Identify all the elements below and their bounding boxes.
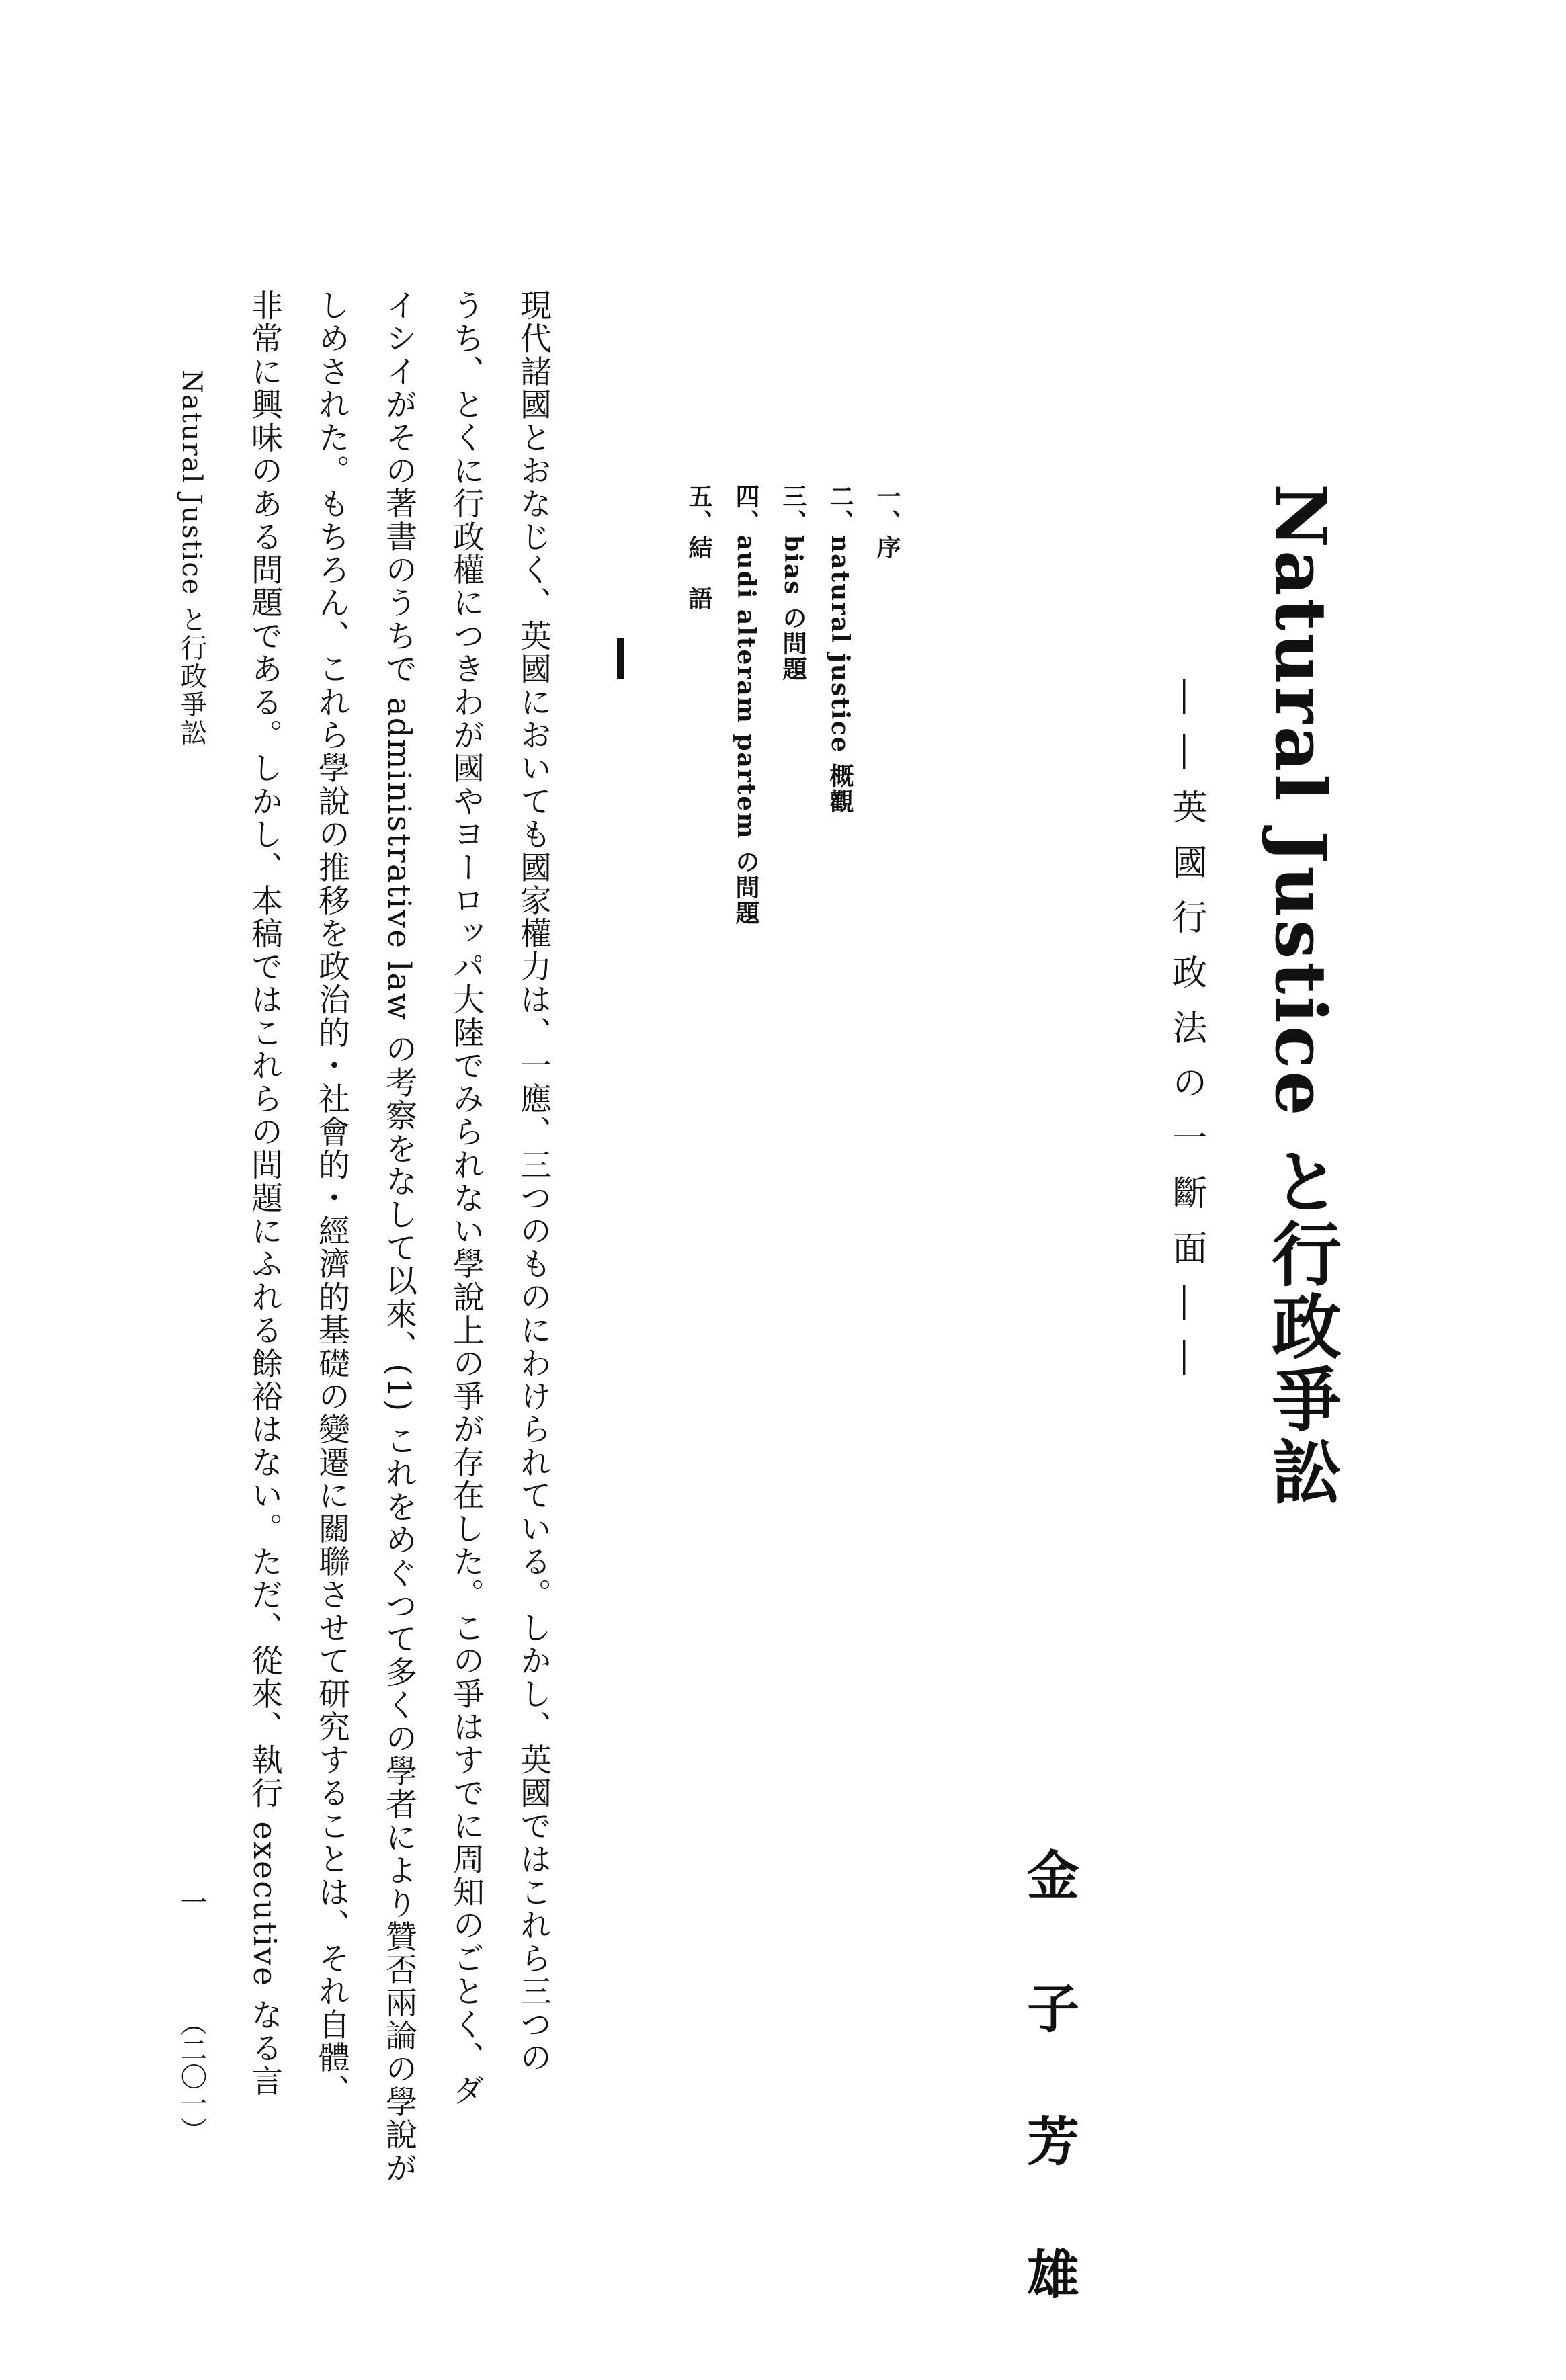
body-text-line: しめされた。もちろん、これら學說の推移を政治的・社會的・經濟的基礎の變遷に關聯させて研究することは、それ自體、 — [313, 289, 350, 2107]
author-name: 金子芳雄 — [1018, 1848, 1079, 2380]
running-title: Natural Justice と行政爭訟 — [176, 370, 207, 747]
article-title: Natural Justice と行政爭訟 — [1260, 484, 1342, 1508]
body-text-line: 現代諸國とおなじく、英國においても國家權力は、一應、三つのものにわけられている。しかし、英國ではこれら三つの — [515, 289, 552, 2074]
body-text-line: うち、とくに行政權につきわが國やヨーロッパ大陸でみられない學說上の爭が存在した。この爭はすでに周知のごとく、ダ — [448, 289, 485, 2107]
section-number-mark — [617, 638, 624, 679]
body-text-line: 非常に興味のある問題である。しかし、本稿ではこれらの問題にふれる餘裕はない。ただ、從來、執行 executive なる言 — [246, 289, 283, 2098]
toc-item: 四、audi alteram partem の問題 — [732, 484, 760, 926]
toc-item: 五、結 語 — [685, 484, 713, 611]
body-text-line: イシイがその著書のうちで administrative law の考察をなして以來、(1) これをめぐつて多くの學者により贊否兩論の學說が — [380, 289, 417, 2185]
toc-item: 三、bias の問題 — [779, 484, 807, 682]
article-subtitle: ――英國行政法の一斷面―― — [1166, 679, 1206, 1395]
toc-item: 二、natural justice 概觀 — [826, 484, 854, 814]
page-number-total: （二〇一） — [176, 2009, 207, 2143]
page-number-local: 一 — [176, 1888, 207, 1915]
toc-item: 一、序 — [873, 484, 901, 560]
